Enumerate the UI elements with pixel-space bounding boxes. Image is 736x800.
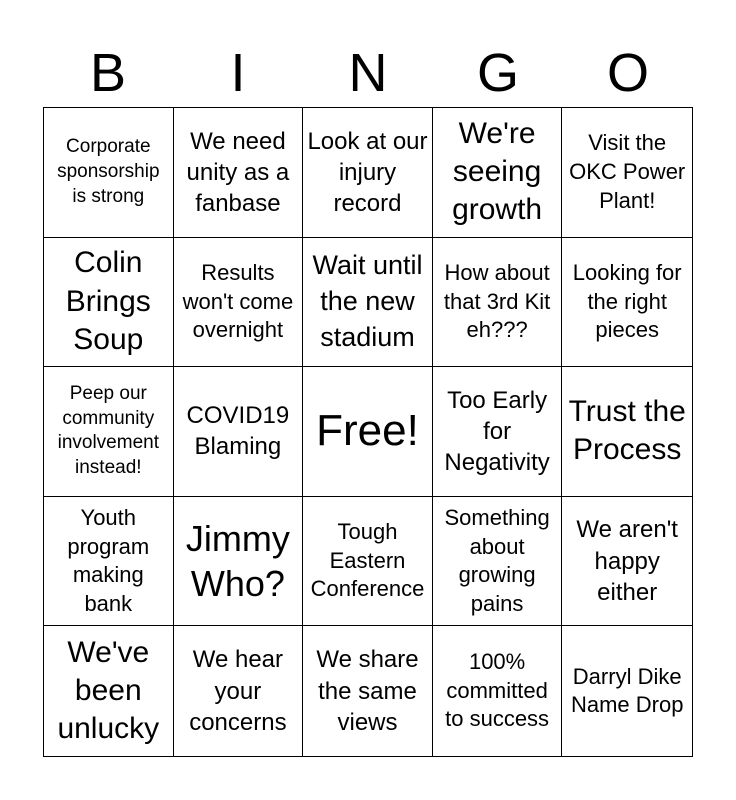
bingo-cell[interactable] xyxy=(303,108,433,238)
bingo-cell[interactable] xyxy=(303,626,433,756)
bingo-header xyxy=(43,40,693,106)
bingo-cell[interactable] xyxy=(433,626,563,756)
bingo-cell[interactable] xyxy=(174,238,304,368)
cell-text: Tough Eastern Conference xyxy=(310,519,425,602)
bingo-cell[interactable] xyxy=(562,238,692,368)
header-letter-n: N xyxy=(348,43,388,103)
bingo-cell[interactable] xyxy=(433,238,563,368)
cell-text: Corporate sponsorship is strong xyxy=(57,136,160,207)
bingo-cell[interactable] xyxy=(433,367,563,497)
cell-text: Results won't come overnight xyxy=(182,260,294,343)
bingo-cell[interactable] xyxy=(562,497,692,627)
bingo-cell[interactable] xyxy=(433,497,563,627)
cell-text: Darryl Dike Name Drop xyxy=(570,663,684,718)
bingo-cell[interactable] xyxy=(174,108,304,238)
bingo-cell[interactable] xyxy=(562,367,692,497)
cell-text: Visit the OKC Power Plant! xyxy=(569,130,686,213)
header-letter-b: B xyxy=(89,43,127,103)
cell-text: Youth program making bank xyxy=(67,504,150,616)
bingo-cell[interactable] xyxy=(44,367,174,497)
bingo-cell[interactable] xyxy=(562,108,692,238)
bingo-cell[interactable] xyxy=(44,497,174,627)
bingo-cell[interactable] xyxy=(174,367,304,497)
header-letter-g: G xyxy=(476,43,519,103)
bingo-cell[interactable] xyxy=(44,238,174,368)
cell-text: We're seeing growth xyxy=(452,116,543,227)
cell-text: Too Early for Negativity xyxy=(444,386,550,477)
header-letter-o: O xyxy=(606,43,649,103)
free-text: Free! xyxy=(316,406,419,456)
cell-text: Looking for the right pieces xyxy=(572,260,682,343)
cell-text: Trust the Process xyxy=(568,395,686,467)
bingo-cell[interactable] xyxy=(44,626,174,756)
cell-text: Colin Brings Soup xyxy=(65,246,151,357)
bingo-cell[interactable] xyxy=(303,497,433,627)
cell-text: Wait until the new stadium xyxy=(312,250,423,352)
cell-text: We hear your concerns xyxy=(189,646,287,736)
cell-text: COVID19 Blaming xyxy=(186,402,290,461)
bingo-board xyxy=(43,107,693,757)
cell-text: How about that 3rd Kit eh??? xyxy=(443,260,551,343)
bingo-cell[interactable] xyxy=(174,626,304,756)
bingo-cell[interactable] xyxy=(174,497,304,627)
bingo-cell[interactable] xyxy=(562,626,692,756)
cell-text: We aren't happy either xyxy=(576,516,678,606)
header-letter-i: I xyxy=(230,43,246,103)
bingo-cell[interactable] xyxy=(303,238,433,368)
bingo-cell[interactable] xyxy=(44,108,174,238)
free-cell[interactable] xyxy=(303,367,433,497)
cell-text: We need unity as a fanbase xyxy=(186,127,290,217)
cell-text: Something about growing pains xyxy=(444,504,550,616)
cell-text: We've been unlucky xyxy=(57,635,160,746)
cell-text: 100% committed to success xyxy=(445,649,550,732)
cell-text: Look at our injury record xyxy=(307,127,428,217)
bingo-cell[interactable] xyxy=(433,108,563,238)
cell-text: Peep our community involvement instead! xyxy=(57,383,159,479)
cell-text: We share the same views xyxy=(316,646,419,736)
cell-text: Jimmy Who? xyxy=(185,518,290,605)
